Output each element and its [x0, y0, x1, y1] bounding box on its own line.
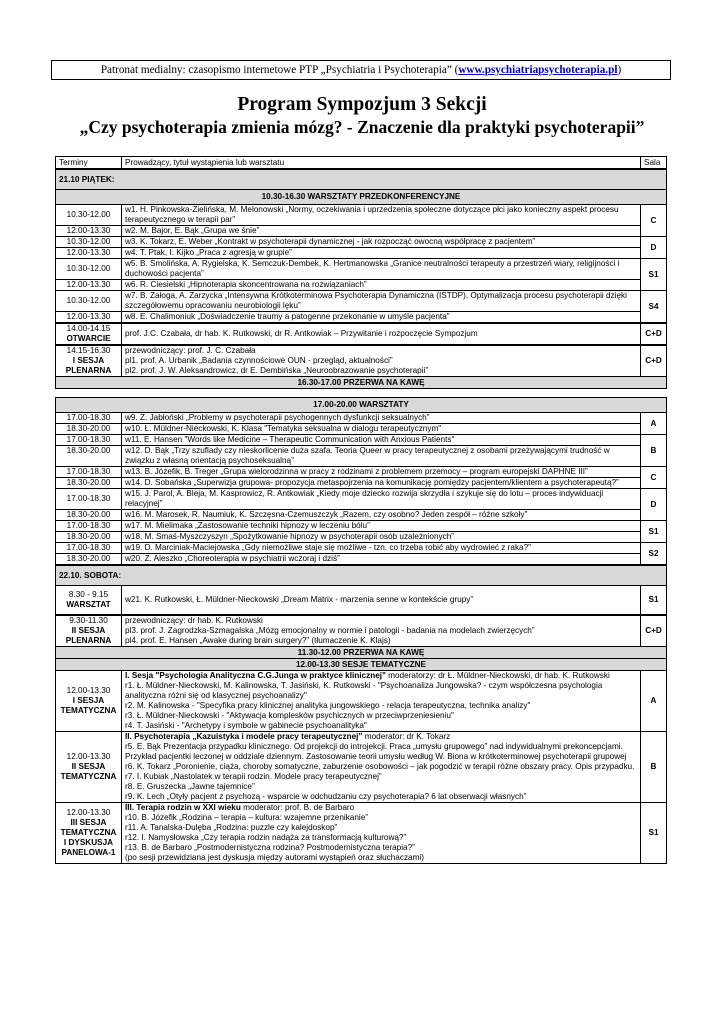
patronage-link[interactable]: www.psychiatriapsychoterapia.pl — [458, 64, 618, 76]
program-table — [55, 156, 667, 864]
thematic-cell — [122, 671, 641, 732]
room-cell: D — [641, 237, 667, 259]
plenary-talk: pl4. prof. E. Hansen „Awake during brain surgery?” (tłumaczenie K. Klajs) — [125, 636, 391, 645]
room-cell: S1 — [641, 586, 667, 616]
thematic-moderators: moderatorzy: dr Ł. Müldner-Nieckowski, dr hab. K. Rutkowski — [385, 671, 610, 680]
thematic-title: II. Psychoterapia „Kazuistyka i modele pracy terapeutycznej” — [125, 732, 363, 741]
spacer — [56, 389, 667, 398]
table-row — [56, 424, 667, 435]
thematic-moderators: moderator: prof. B. de Barbaro — [240, 803, 355, 812]
workshop-cell: w15. J. Parol, A. Bleja, M. Kasprowicz, R. Antkowiak „Kiedy moje dziecko rozwija skrzydła i szykuje się do lotu – proces indywiduacji relacyjnej” — [122, 489, 641, 510]
plenary-talk: pl2. prof. J. W. Aleksandrowicz, dr E. Dembińska „Neuroobrazowanie psychoterapii” — [125, 366, 429, 375]
workshop-cell: w7. B. Załoga, A. Zarzycka „Intensywna Krótkoterminowa Psychoterapia Dynamiczna (ISTDP). Optymalizacja procesu psychoterapii dzięki szczegółowemu opracowaniu neurobiologii lęku” — [122, 291, 641, 312]
workshop-cell: w12. D. Bąk „Trzy szuflady czy nieskorlicenie duża szafa. Teoria Queer w pracy terapeutycznej z osobami przeżywającymi trudność w związku z własną orientacją psychoseksualną” — [122, 446, 641, 467]
time-cell — [56, 671, 122, 732]
time-cell: 10.30-12.00 — [56, 291, 122, 312]
time-cell: 10.30-12.00 — [56, 237, 122, 248]
room-cell: C — [641, 467, 667, 489]
time-cell — [56, 615, 122, 647]
section-label: 10.30-16.30 WARSZTATY PRZEDKONFERENCYJNE — [56, 190, 667, 205]
workshop-cell: w10. Ł. Müldner-Nieckowski, K. Klasa "Tematyka seksualna w dialogu terapeutycznym" — [122, 424, 641, 435]
table-row — [56, 205, 667, 226]
time-cell: 18.30-20.00 — [56, 554, 122, 566]
day-row-saturday — [56, 565, 667, 586]
workshop-cell: w4. T. Ptak, I. Kijko „Praca z agresją w grupie” — [122, 248, 641, 259]
day-row-friday — [56, 169, 667, 190]
table-header-row — [56, 157, 667, 170]
talk: r7. I. Kubiak „Nastolatek w terapii rodzin. Modele pracy terapeutycznej” — [125, 772, 382, 781]
thematic-row — [56, 671, 667, 732]
workshop-cell: w8. E. Chalimoniuk „Doświadczenie traumy a patogenne przekonanie w umyśle pacjenta” — [122, 312, 641, 324]
time-cell: 10.30-12.00 — [56, 259, 122, 280]
workshop-cell: w6. R. Ciesielski „Hipnoterapia skoncentrowana na rozwiązaniach” — [122, 280, 641, 291]
plenary-cell — [122, 615, 641, 647]
section-row — [56, 190, 667, 205]
time-cell — [56, 732, 122, 803]
thematic-time: 12.00-13.30 — [66, 752, 111, 761]
break-label: 11.30-12.00 PRZERWA NA KAWĘ — [56, 647, 667, 659]
room-cell: A — [641, 413, 667, 435]
workshop-cell: w18. M. Smaś-Myszczyszyn „Spożytkowanie hipnozy w psychoterapii osób uzależnionych” — [122, 532, 641, 543]
room-cell: S1 — [641, 521, 667, 543]
day-label: 22.10. SOBOTA: — [56, 565, 667, 586]
talk: (po sesji przewidziana jest dyskusja między autorami wystąpień oraz słuchaczami) — [125, 853, 424, 862]
plenary-label: II SESJA — [71, 626, 106, 635]
time-cell: 10.30-12.00 — [56, 205, 122, 226]
workshop-cell: w21. K. Rutkowski, Ł. Müldner-Nieckowski „Dream Matrix - marzenia senne w kontekście grupy” — [122, 586, 641, 616]
table-row — [56, 312, 667, 324]
time-cell — [56, 803, 122, 864]
room-cell: D — [641, 489, 667, 521]
room-cell: C — [641, 205, 667, 237]
time-cell: 18.30-20.00 — [56, 478, 122, 489]
talk: r13. B. de Barbaro „Postmodernistyczna rodzina? Postmodernistyczna terapia?” — [125, 843, 415, 852]
patronage-close: ) — [617, 64, 622, 76]
section-row — [56, 659, 667, 671]
page-subtitle: „Czy psychoterapia zmienia mózg? - Znaczenie dla praktyki psychoterapii” — [79, 117, 645, 137]
table-row — [56, 521, 667, 532]
table-row — [56, 435, 667, 446]
time-cell: 18.30-20.00 — [56, 446, 122, 467]
table-row — [56, 446, 667, 467]
talk: r5. E. Bąk Prezentacja przypadku klinicznego. Od projekcji do introjekcji. Praca „umysłu grupowego” nad indywidualnymi prekoncepcjami. Przykład pacjentki leczonej w oddziale dziennym. Zastosowanie teorii umysłu według W. Biona w krótkoterminowej psychoterapii grupowej — [125, 742, 627, 761]
thematic-cell — [122, 803, 641, 864]
thematic-title: III. Terapia rodzin w XXI wieku — [125, 803, 241, 812]
patronage-text: Patronat medialny: czasopismo internetowe PTP „Psychiatria i Psychoterapia” ( — [100, 64, 459, 76]
room-cell: S2 — [641, 543, 667, 566]
thematic-time: 12.00-13.30 — [66, 808, 111, 817]
room-cell: C+D — [641, 345, 667, 377]
opening-row — [56, 323, 667, 345]
talk: r12. I. Namysłowska „Czy terapia rodzin nadąża za transformacją kulturową?” — [125, 833, 407, 842]
workshop-cell: w19. D. Marciniak-Maciejowska „Gdy niemożliwe staje się możliwe - tzn. co trzeba robić aby wydrowieć z raka?” — [122, 543, 641, 554]
break-row — [56, 377, 667, 389]
workshop-cell: w17. M. Mielimaka „Zastosowanie techniki hipnozy w leczeniu bólu” — [122, 521, 641, 532]
break-label: 16.30-17.00 PRZERWA NA KAWĘ — [56, 377, 667, 389]
talk: r1. Ł. Müldner-Nieckowski, M. Kalinowska, T. Jasiński, K. Rutkowski - "Psychoanaliza Jungowska? - czym współczesna psychologia analityczna różni się od klasycznej psychoanalizy" — [125, 681, 603, 700]
room-cell: C+D — [641, 323, 667, 345]
time-cell — [56, 323, 122, 345]
room-cell: A — [641, 671, 667, 732]
time-cell: 17.00-18.30 — [56, 467, 122, 478]
media-patronage-box — [51, 60, 671, 80]
thematic-moderators: moderator: dr K. Tokarz — [362, 732, 451, 741]
table-row — [56, 248, 667, 259]
plenary-label-2: PLENARNA — [65, 366, 112, 375]
thematic-label-3: I DYSKUSJA — [63, 838, 114, 847]
workshop-cell: w14. D. Sobańska „Superwizja grupowa- propozycja metaspojrzenia na komunikację pomiędzy pacjentem/klientem a psychoterapeutą?” — [122, 478, 641, 489]
table-row — [56, 237, 667, 248]
plenary-chair: przewodniczący: prof. J. C. Czabała — [125, 346, 256, 355]
thematic-row — [56, 803, 667, 864]
time-cell: 17.00-18.30 — [56, 489, 122, 510]
workshop-cell: w9. Z. Jabłoński „Problemy w psychoterapii psychogennych dysfunkcji seksualnych” — [122, 413, 641, 424]
time-cell: 12.00-13.30 — [56, 248, 122, 259]
workshop-time: 8.30 - 9.15 — [68, 590, 109, 599]
workshop-cell: w2. M. Bajor, E. Bąk „Grupa we śnie” — [122, 226, 641, 237]
workshop-cell: w3. K. Tokarz, E. Weber „Kontrakt w psychoterapii dynamicznej - jak rozpocząć owocną współpracę z pacjentem” — [122, 237, 641, 248]
thematic-row — [56, 732, 667, 803]
plenary-time: 14.15-16.30 — [66, 346, 111, 355]
table-row — [56, 467, 667, 478]
thematic-cell — [122, 732, 641, 803]
section-label: 17.00-20.00 WARSZTATY — [56, 398, 667, 413]
time-cell: 17.00-18.30 — [56, 543, 122, 554]
opening-time: 14.00-14.15 — [66, 324, 111, 333]
table-row — [56, 413, 667, 424]
opening-label: OTWARCIE — [66, 334, 111, 343]
thematic-time: 12.00-13.30 — [66, 686, 111, 695]
workshop-cell: w1. H. Pinkowska-Zielińska, M. Melonowski „Normy, oczekiwania i uprzedzenia społeczne dotyczące płci jako konieczny aspekt procesu terapeutycznego w terapii par” — [122, 205, 641, 226]
thematic-label-2: TEMATYCZNA — [60, 828, 117, 837]
table-row — [56, 291, 667, 312]
talk: r10. B. Józefik „Rodzina – terapia – kultura: wzajemne przenikanie” — [125, 813, 369, 822]
time-cell: 12.00-13.30 — [56, 226, 122, 237]
plenary-talk: pl1. prof. A. Urbanik „Badania czynnościowe OUN - przegląd, aktualności” — [125, 356, 393, 365]
talk: r2. M. Kalinowska - "Specyfika pracy klinicznej analityka jungowskiego - relacja terapeutyczna, technika analizy" — [125, 701, 531, 710]
header-terminy: Terminy — [56, 157, 122, 170]
spacer-row — [56, 389, 667, 398]
talk: r4. T. Jasiński - "Archetypy i symbole w gabinecie psychoanalityka" — [125, 721, 367, 730]
room-cell: S1 — [641, 259, 667, 291]
time-cell: 18.30-20.00 — [56, 510, 122, 521]
table-row — [56, 478, 667, 489]
thematic-label: III SESJA — [70, 818, 107, 827]
room-cell: S1 — [641, 803, 667, 864]
section-row — [56, 398, 667, 413]
section-label: 12.00-13.30 SESJE TEMATYCZNE — [56, 659, 667, 671]
table-row — [56, 532, 667, 543]
thematic-label-2: TEMATYCZNA — [60, 772, 117, 781]
plenary-row — [56, 615, 667, 647]
thematic-title: I. Sesja "Psychologia Analityczna C.G.Junga w praktyce klinicznej" — [125, 671, 386, 680]
workshop-cell: w16. M. Marosek, R. Naumiuk, K. Szczęsna-Czemuszczyk „Razem, czy osobno? Jeden zespół – różne szkoły” — [122, 510, 641, 521]
plenary-label: I SESJA — [72, 356, 105, 365]
time-cell: 18.30-20.00 — [56, 532, 122, 543]
talk: r11. A. Tanalska-Dulęba „Rodzina: puzzle czy kalejdoskop” — [125, 823, 338, 832]
thematic-label-2: TEMATYCZNA — [60, 706, 117, 715]
workshop-row — [56, 586, 667, 616]
plenary-talk: pl3. prof. J. Zagrodzka-Szmagalska „Mózg emocjonalny w normie i patologii - badania na modelach zwierzęcych” — [125, 626, 535, 635]
break-row — [56, 647, 667, 659]
workshop-cell: w11. E. Hansen "Words like Medicine – Therapeutic Communication with Anxious Patients" — [122, 435, 641, 446]
talk: r8. E. Gruszecka „Jawne tajemnice” — [125, 782, 255, 791]
workshop-label: WARSZTAT — [66, 600, 111, 609]
plenary-time: 9.30-11.30 — [69, 616, 108, 625]
table-row — [56, 226, 667, 237]
day-label: 21.10 PIĄTEK: — [56, 169, 667, 190]
time-cell: 18.30-20.00 — [56, 424, 122, 435]
workshop-cell: w13. B. Józefik, B. Treger „Grupa wielorodzinna w pracy z rodzinami z problemem przemocy – program europejski DAPHNE III” — [122, 467, 641, 478]
room-cell: B — [641, 435, 667, 467]
workshop-cell: w5. B. Smolińska, A. Rygielska, K. Semczuk-Dembek, K. Hertmanowska „Granice neutralności terapeuty a przestrzeń wiary, religijności i duchowości pacjenta” — [122, 259, 641, 280]
time-cell: 12.00-13.30 — [56, 280, 122, 291]
time-cell: 12.00-13.30 — [56, 312, 122, 324]
thematic-label: I SESJA — [72, 696, 105, 705]
table-row — [56, 280, 667, 291]
plenary-chair: przewodniczący: dr hab. K. Rutkowski — [125, 616, 263, 625]
header-prowadzacy: Prowadzący, tytuł wystąpienia lub warsztatu — [122, 157, 641, 170]
header-sala: Sala — [641, 157, 667, 170]
talk: r9. K. Lech „Otyły pacjent z psychozą - wsparcie w odchudzaniu czy psychoterapia? 6 lat obserwacji własnych” — [125, 792, 527, 801]
time-cell: 17.00-18.30 — [56, 413, 122, 424]
thematic-label: II SESJA — [71, 762, 106, 771]
plenary-label-2: PLENARNA — [65, 636, 112, 645]
room-cell: S4 — [641, 291, 667, 324]
workshop-cell: w20. Z. Aleszko „Choreoterapia w psychiatrii wczoraj i dziś” — [122, 554, 641, 566]
page-title: Program Sympozjum 3 Sekcji — [237, 94, 487, 115]
table-row — [56, 259, 667, 280]
table-row — [56, 554, 667, 566]
table-row — [56, 543, 667, 554]
time-cell — [56, 586, 122, 616]
talk: r6. K. Tokarz „Poronienie, ciąża, choroby somatyczne, zaburzenie osobowości – jak pogodzić w terapii różne obszary pracy. Opis przypadku. — [125, 762, 635, 771]
thematic-label-4: PANELOWA-1 — [61, 848, 116, 857]
opening-cell: prof. J.C. Czabała, dr hab. K. Rutkowski, dr R. Antkowiak – Przywitanie i rozpoczęcie Sympozjum — [122, 323, 641, 345]
table-row — [56, 489, 667, 510]
time-cell: 17.00-18.30 — [56, 435, 122, 446]
time-cell: 17.00-18.30 — [56, 521, 122, 532]
talk: r3. Ł. Müldner-Nieckowski - "Aktywacja komplesków psychicznych w przeciwprzeniesieniu" — [125, 711, 454, 720]
room-cell: C+D — [641, 615, 667, 647]
time-cell — [56, 345, 122, 377]
plenary-row — [56, 345, 667, 377]
plenary-cell — [122, 345, 641, 377]
table-row — [56, 510, 667, 521]
room-cell: B — [641, 732, 667, 803]
